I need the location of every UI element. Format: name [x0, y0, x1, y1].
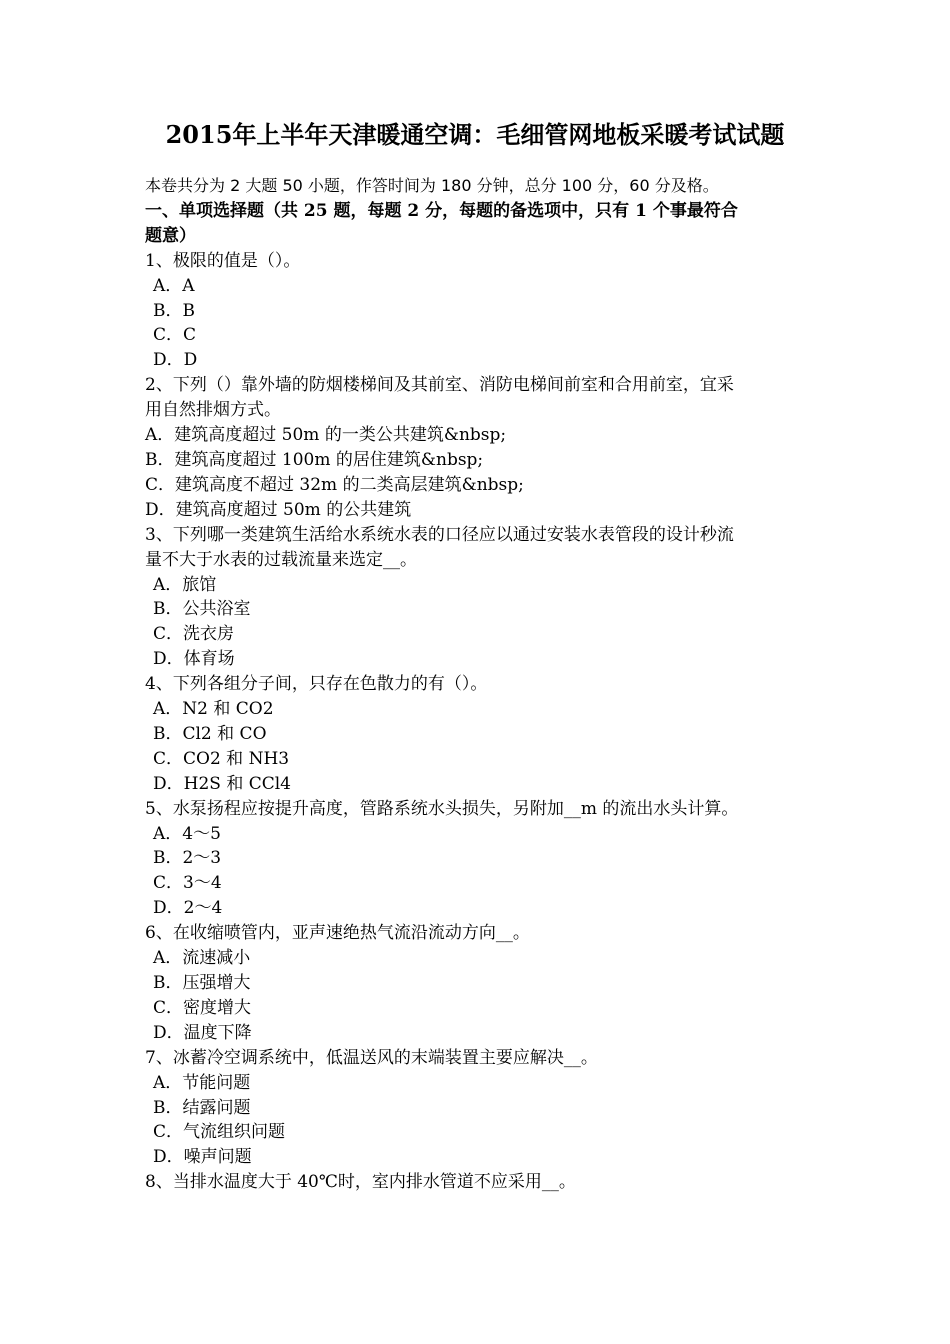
question-text: 3、下列哪一类建筑生活给水系统水表的口径应以通过安装水表管段的设计秒流	[145, 524, 734, 545]
answer-option: A．旅馆	[153, 574, 217, 595]
answer-option: C．CO2 和 NH3	[153, 748, 290, 769]
section-heading: 一、单项选择题（共 25 题，每题 2 分，每题的备选项中，只有 1 个事最符合	[145, 200, 738, 221]
question-item	[145, 921, 810, 1046]
page-title: 2015年上半年天津暖通空调：毛细管网地板采暖考试试题	[165, 120, 785, 149]
answer-option: A．A	[153, 275, 195, 296]
question-text: 7、冰蓄冷空调系统中，低温送风的末端装置主要应解决__。	[145, 1047, 598, 1068]
question-item	[145, 1046, 810, 1171]
question-item	[145, 373, 810, 522]
exam-intro: 本卷共分为 2 大题 50 小题，作答时间为 180 分钟，总分 100 分，60 分及格。	[145, 176, 719, 195]
question-text: 用自然排烟方式。	[145, 400, 281, 421]
question-item	[145, 797, 810, 922]
answer-option: C．洗衣房	[153, 624, 235, 645]
question-text: 8、当排水温度大于 40℃时，室内排水管道不应采用__。	[145, 1172, 576, 1193]
question-item	[145, 523, 810, 672]
answer-option: A．4～5	[153, 823, 221, 844]
answer-option: C．气流组织问题	[153, 1122, 286, 1143]
answer-option: B．压强增大	[153, 973, 251, 993]
answer-option: D．温度下降	[153, 1022, 252, 1043]
answer-option: D．噪声问题	[153, 1147, 252, 1168]
question-text: 1、极限的值是（）。	[145, 250, 301, 271]
answer-option: B．结露问题	[153, 1097, 251, 1118]
question-text: 6、在收缩喷管内，亚声速绝热气流沿流动方向__。	[145, 923, 530, 944]
answer-option: C．密度增大	[153, 997, 252, 1018]
document-body	[145, 174, 810, 1195]
answer-option: A．流速减小	[153, 948, 251, 969]
answer-option: D．2～4	[153, 898, 223, 919]
answer-option: C．C	[153, 325, 197, 346]
question-text: 5、水泵扬程应按提升高度，管路系统水头损失，另附加__m 的流出水头计算。	[145, 798, 739, 819]
answer-option: C．3～4	[153, 873, 222, 894]
question-text: 2、下列（）靠外墙的防烟楼梯间及其前室、消防电梯间前室和合用前室，宜采	[145, 375, 734, 396]
answer-option: A．节能问题	[153, 1072, 251, 1093]
answer-option: B．Cl2 和 CO	[153, 723, 267, 744]
answer-option: B．2～3	[153, 848, 222, 869]
section-heading-continued: 题意）	[145, 225, 196, 246]
question-text: 量不大于水表的过载流量来选定__。	[145, 549, 417, 570]
question-item	[145, 1170, 810, 1195]
question-item	[145, 249, 810, 374]
question-text: 4、下列各组分子间，只存在色散力的有（）。	[145, 674, 488, 695]
question-list	[145, 249, 810, 1195]
answer-option: D．D	[153, 350, 198, 371]
answer-option: C．建筑高度不超过 32m 的二类高层建筑&nbsp;	[145, 474, 524, 495]
answer-option: A．N2 和 CO2	[153, 699, 274, 720]
question-item	[145, 672, 810, 797]
answer-option: B．建筑高度超过 100m 的居住建筑&nbsp;	[145, 449, 484, 470]
answer-option: D．H2S 和 CCl4	[153, 773, 291, 794]
answer-option: B．B	[153, 300, 195, 321]
answer-option: A．建筑高度超过 50m 的一类公共建筑&nbsp;	[145, 425, 507, 446]
answer-option: D．体育场	[153, 649, 235, 670]
answer-option: D．建筑高度超过 50m 的公共建筑	[145, 499, 412, 520]
answer-option: B．公共浴室	[153, 599, 251, 620]
